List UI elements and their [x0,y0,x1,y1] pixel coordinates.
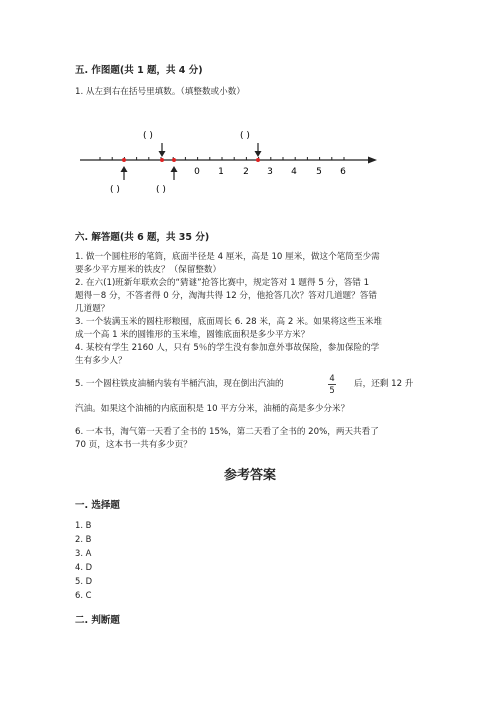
down-arrow-left [159,143,166,157]
answer-item-1: 1. B [75,520,92,530]
q3-line2: 成一个高 1 米的圆锥形的玉米堆，圆锥底面积是多少平方米？ [75,330,310,340]
q5-line1: 5. 一个圆柱铁皮油桶内装有半桶汽油，现在倒出汽油的 [75,379,284,389]
answers-title: 参考答案 [223,468,276,483]
answer-item-3: 3. A [75,548,92,558]
q1-line2: 要多少平方厘米的铁皮？（保留整数） [75,265,222,275]
q4-line1: 4. 某校有学生 2160 人，只有 5％的学生没有参加意外事故保险，参加保险的学 [75,343,380,353]
marked-point-1 [122,158,126,162]
fraction-numerator: 4 [329,373,335,383]
tick-label-2: 2 [243,167,249,177]
number-line-figure [70,118,390,198]
section6-title: 六. 解答题(共 6 题，共 35 分) [75,232,210,243]
down-arrow-right [255,143,262,157]
answers-section1-title: 一. 选择题 [75,500,120,511]
up-arrow-right [171,166,178,180]
q5-fraction [326,373,338,396]
section5-q1: 1. 从左到右在括号里填数。（填整数或小数） [75,87,245,97]
answer-item-6: 6. C [75,590,92,600]
tick-label-4: 4 [291,167,297,177]
q2-line2: 题得－8 分，不答者得 0 分，淘淘共得 12 分，他抢答几次？答对几道题？答错 [75,291,377,301]
marked-point-2 [160,158,164,162]
q5-line1-end: 后，还剩 12 升 [354,379,414,389]
tick-label-0: 0 [194,167,200,177]
q2-line1: 2. 在六(1)班新年联欢会的“猜谜”抢答比赛中，规定答对 1 题得 5 分，答错 1 [75,278,370,288]
axis-arrow-icon [368,157,377,164]
fraction-denominator: 5 [329,385,335,395]
q3-line1: 3. 一个装满玉米的圆柱形粮囤，底面周长 6. 28 米，高 2 米。如果将这些玉米堆 [75,317,383,327]
answers-section2-title: 二. 判断题 [75,615,120,626]
section5-title: 五. 作图题(共 1 题，共 4 分) [75,65,203,76]
answer-item-4: 4. D [75,562,93,572]
q1-line1: 1. 做一个圆柱形的笔筒，底面半径是 4 厘米，高是 10 厘米，做这个笔筒至少需 [75,252,380,262]
tick-label-3: 3 [267,167,273,177]
marked-point-4 [256,158,260,162]
q2-line3: 几道题？ [75,304,110,314]
axis-ticks [100,157,344,160]
tick-label-1: 1 [218,167,224,177]
q6-line1: 6. 一本书，淘气第一天看了全书的 15%，第二天看了全书的 20%，两天共看了 [75,427,379,437]
bottom-bracket-2: ( ) [156,185,166,195]
bottom-bracket-1: ( ) [110,185,120,195]
answer-item-2: 2. B [75,534,92,544]
top-bracket-1: ( ) [143,131,153,141]
tick-label-5: 5 [316,167,322,177]
tick-label-6: 6 [340,167,346,177]
answer-item-5: 5. D [75,576,93,586]
q6-line2: 70 页，这本书一共有多少页？ [75,440,192,450]
q5-line2: 汽油。如果这个油桶的内底面积是 10 平方分米，油桶的高是多少分米？ [75,404,350,414]
up-arrow-left [121,166,128,180]
top-bracket-2: ( ) [240,131,250,141]
q4-line2: 生有多少人？ [75,356,127,366]
marked-point-3 [172,158,176,162]
